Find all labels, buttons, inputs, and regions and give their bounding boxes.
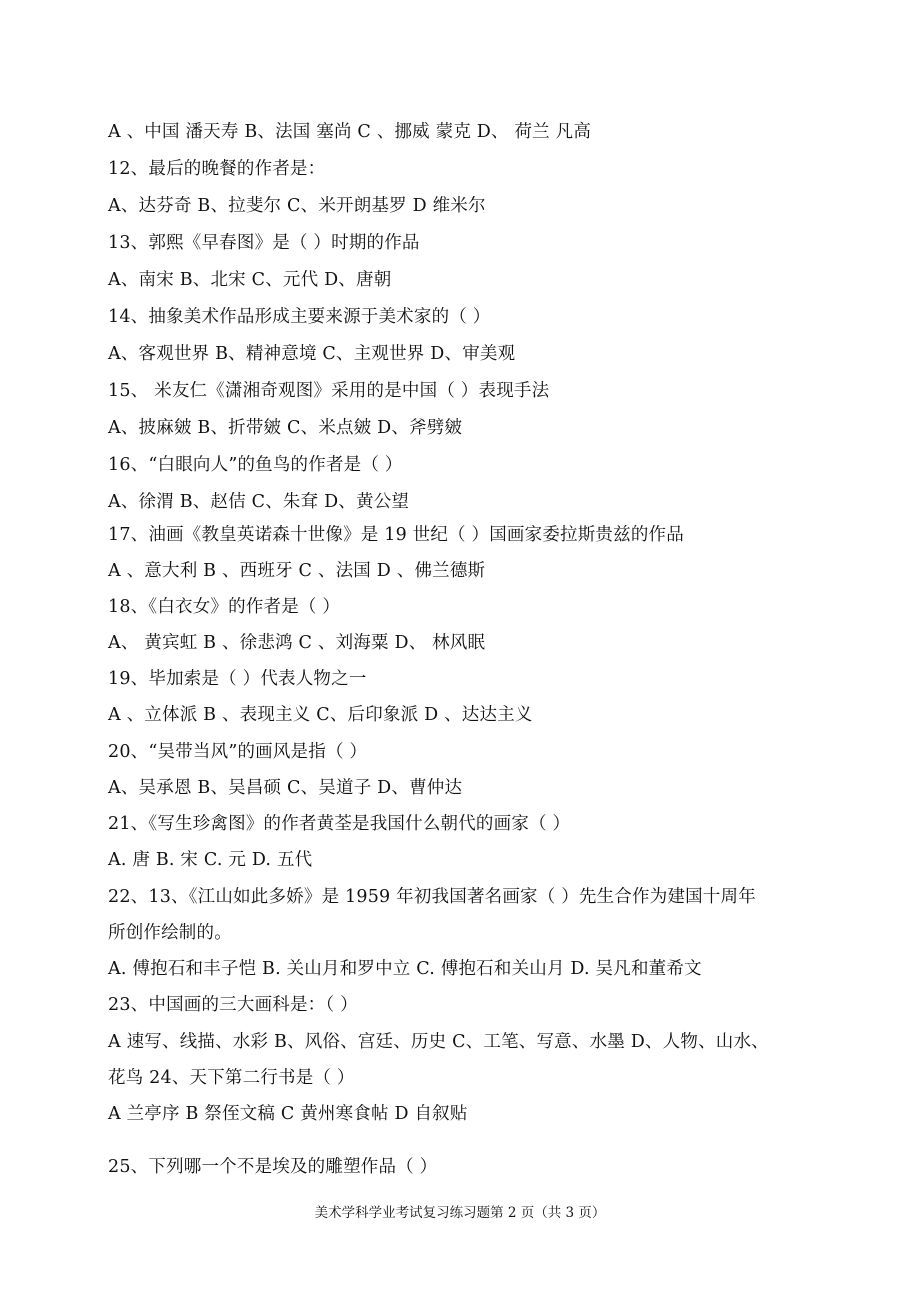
text-line: A、达芬奇 B、拉斐尔 C、米开朗基罗 D 维米尔: [108, 196, 486, 216]
text-line: 19、毕加索是（ ）代表人物之一: [108, 669, 367, 689]
text-line: 18、《白衣女》的作者是（ ）: [108, 597, 341, 617]
text-line: A 、中国 潘天寿 B、法国 塞尚 C 、挪威 蒙克 D、 荷兰 凡高: [108, 122, 592, 142]
text-line: 14、抽象美术作品形成主要来源于美术家的（ ）: [108, 307, 491, 327]
text-line: 16、“白眼向人”的鱼鸟的作者是（ ）: [108, 455, 403, 475]
text-line: 21、《写生珍禽图》的作者黄荃是我国什么朝代的画家（ ）: [108, 814, 571, 834]
text-line: A 、意大利 B 、西班牙 C 、法国 D 、佛兰德斯: [108, 561, 486, 581]
text-line: A、披麻皴 B、折带皴 C、米点皴 D、斧劈皴: [108, 418, 463, 438]
text-line: 17、油画《教皇英诺森十世像》是 19 世纪（ ）国画家委拉斯贵兹的作品: [108, 525, 684, 545]
text-line: 所创作绘制的。: [108, 923, 232, 943]
text-line: 23、中国画的三大画科是：（ ）: [108, 995, 358, 1015]
text-line: A 、立体派 B 、表现主义 C、后印象派 D 、达达主义: [108, 705, 533, 725]
text-line: A、 黄宾虹 B 、徐悲鸿 C 、刘海粟 D、 林风眠: [108, 633, 486, 653]
text-line: 花鸟 24、天下第二行书是（ ）: [108, 1068, 355, 1088]
text-line: 20、“吴带当风”的画风是指（ ）: [108, 742, 368, 762]
text-line: A 兰亭序 B 祭侄文稿 C 黄州寒食帖 D 自叙贴: [108, 1104, 468, 1124]
text-line: 15、 米友仁《潇湘奇观图》采用的是中国（ ）表现手法: [108, 381, 550, 401]
text-line: A. 傅抱石和丰子恺 B. 关山月和罗中立 C. 傅抱石和关山月 D. 吴凡和董希文: [108, 959, 702, 979]
text-line: 22、13、《江山如此多娇》是 1959 年初我国著名画家（ ）先生合作为建国十周年: [108, 887, 756, 907]
text-line: A 速写、线描、水彩 B、风俗、宫廷、历史 C、工笔、写意、水墨 D、人物、山水、: [108, 1032, 769, 1052]
text-line: A、客观世界 B、精神意境 C、主观世界 D、审美观: [108, 344, 516, 364]
text-line: A. 唐 B. 宋 C. 元 D. 五代: [108, 850, 313, 870]
page-footer: 美术学科学业考试复习练习题第 2 页（共 3 页）: [314, 1205, 606, 1221]
text-line: 12、最后的晚餐的作者是：: [108, 159, 326, 179]
text-line: A、徐渭 B、赵佶 C、朱耷 D、黄公望: [108, 492, 410, 512]
text-line: 25、下列哪一个不是埃及的雕塑作品（ ）: [108, 1157, 438, 1177]
text-line: A、吴承恩 B、吴昌硕 C、吴道子 D、曹仲达: [108, 778, 463, 798]
text-line: A、南宋 B、北宋 C、元代 D、唐朝: [108, 270, 392, 290]
text-line: 13、郭熙《早春图》是（ ）时期的作品: [108, 233, 420, 253]
